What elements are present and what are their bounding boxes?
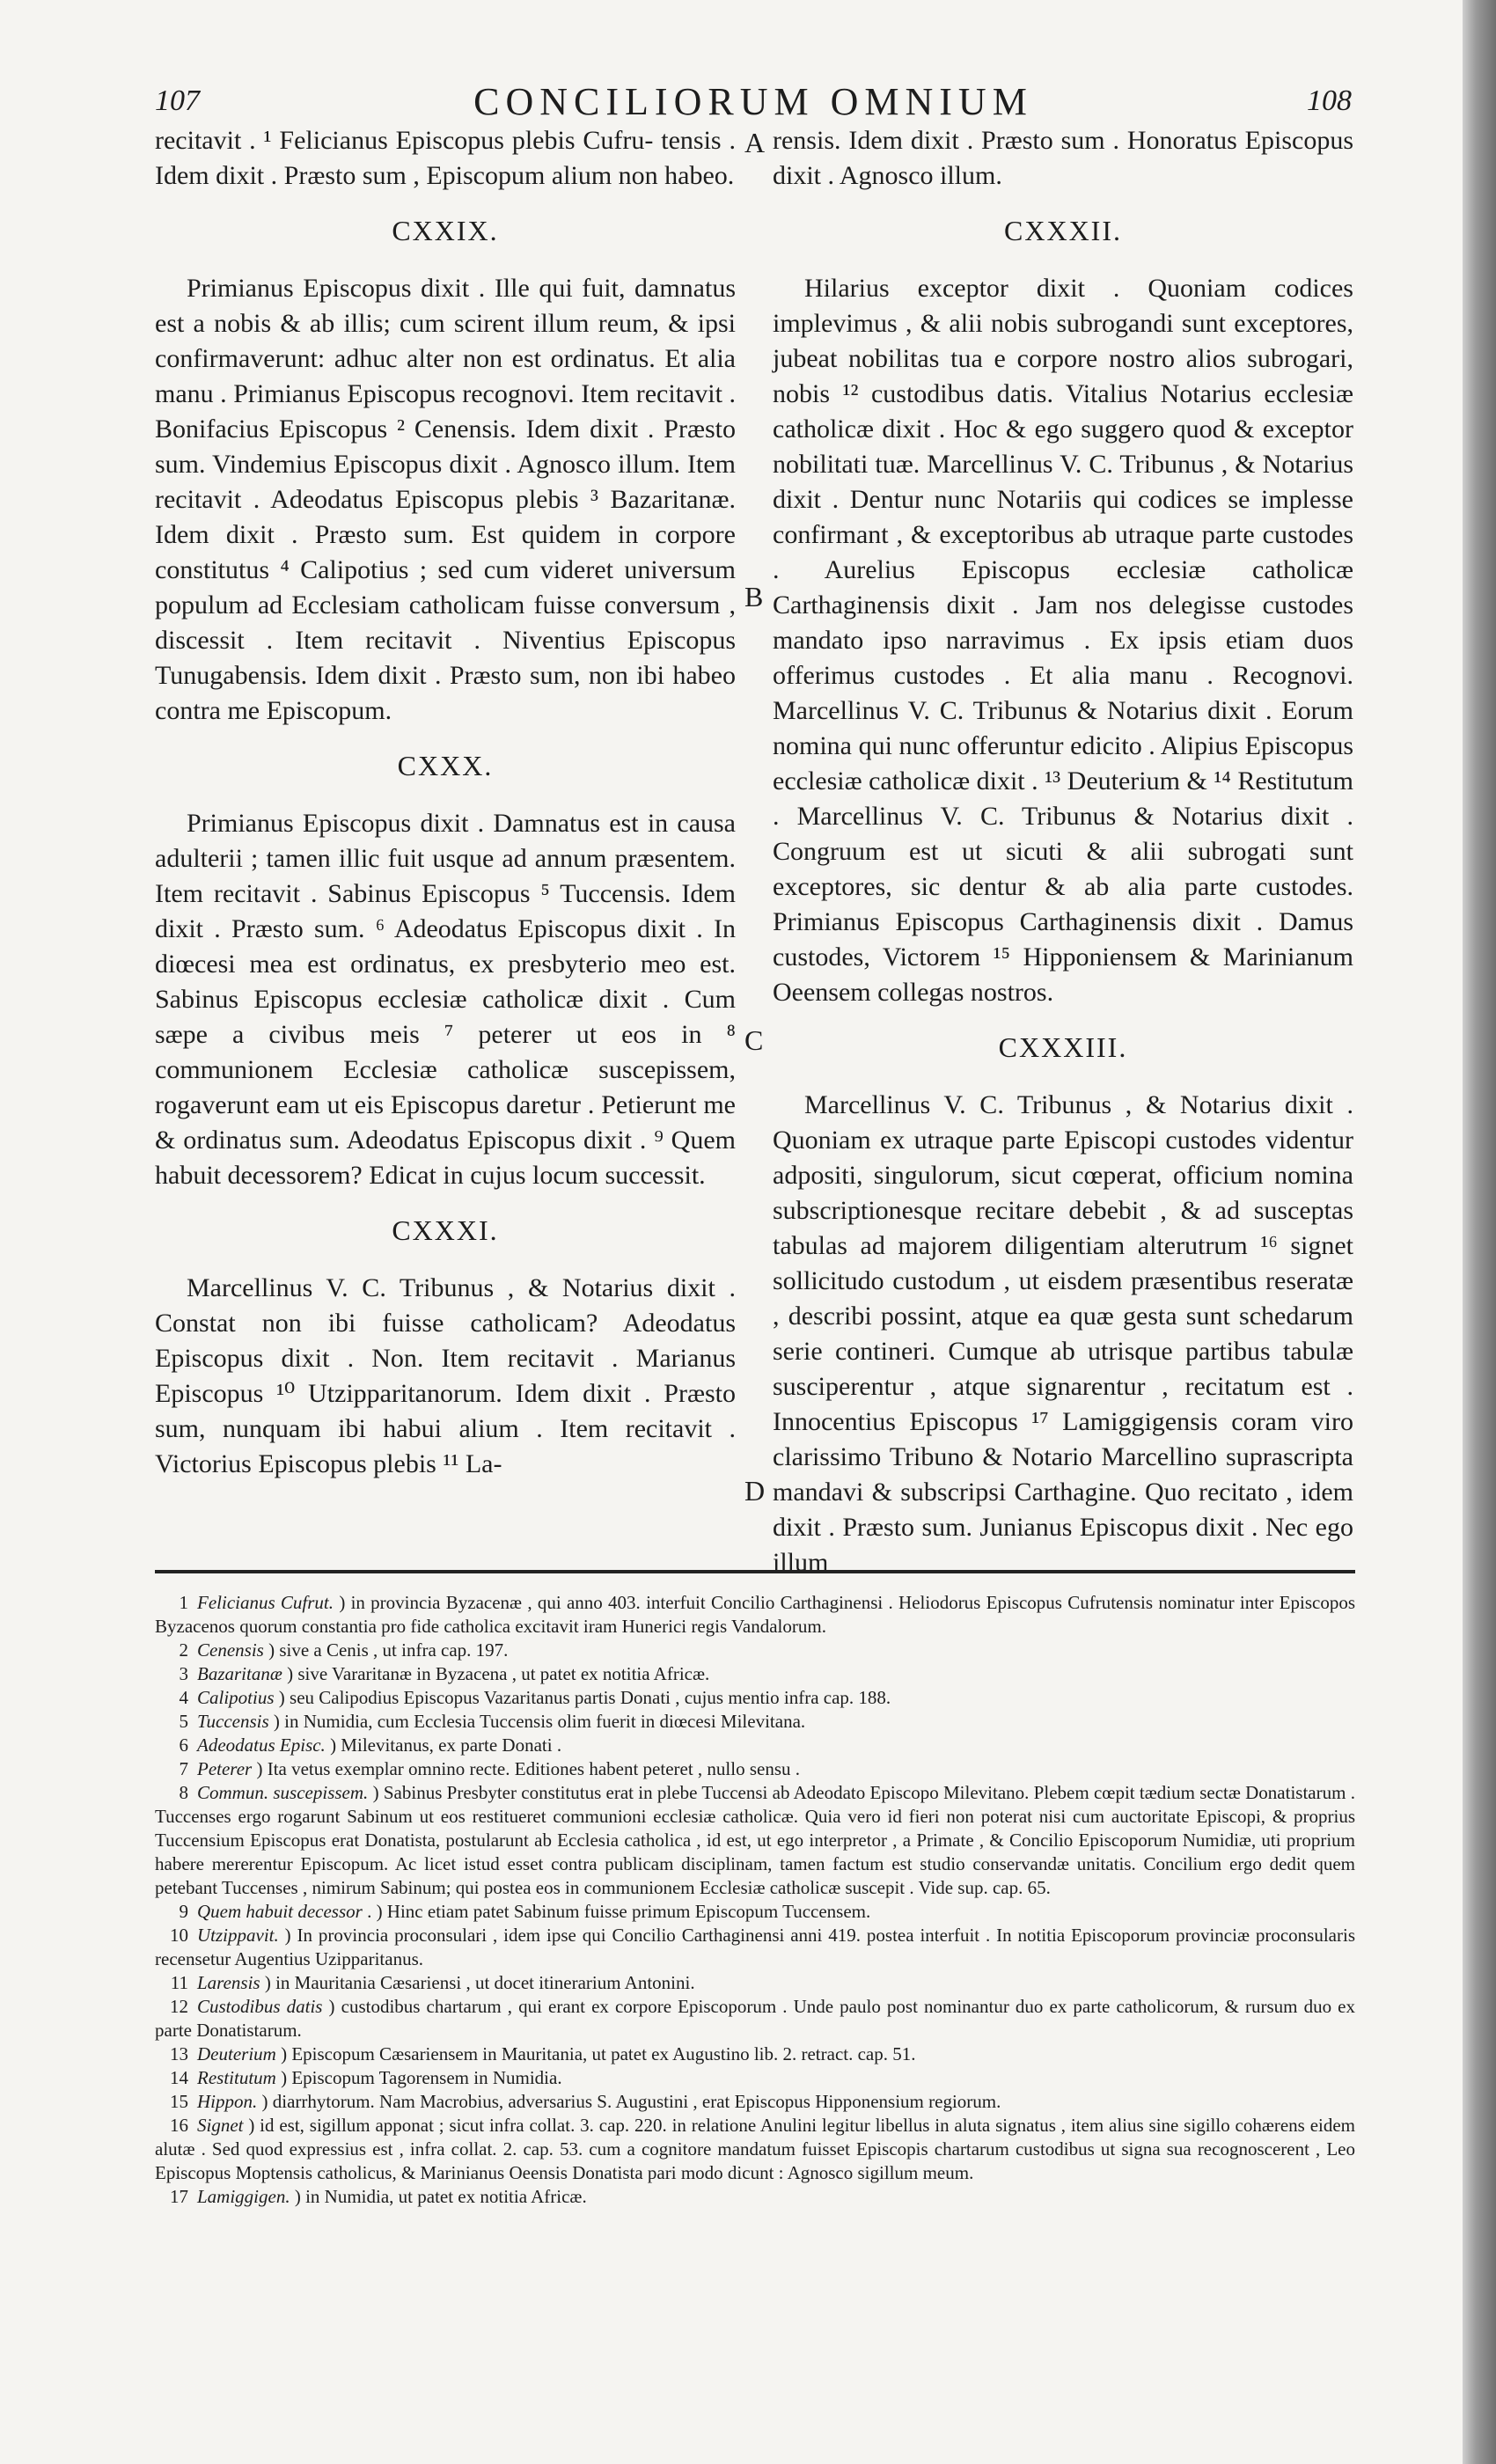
footnote-lemma: Custodibus datis xyxy=(197,1996,323,2017)
chapter-text: Marcellinus V. C. Tribunus , & Notarius dixit . Constat non ibi fuisse catholicam? Adeodatus Episcopus dixit . Non. Item recitavit . Marianus Episcopus ¹⁰ Utzipparitanorum. Idem dixit . Præsto sum, nunquam ibi habui alium . Item recitavit . Victorius Episcopus plebis ¹¹ La- xyxy=(155,1273,736,1478)
footnote-number: 17 xyxy=(170,2186,188,2207)
footnote-lemma: Adeodatus Episc. xyxy=(197,1734,326,1756)
footnote-lemma: Hippon. xyxy=(197,2091,258,2112)
left-column-opening: recitavit . ¹ Felicianus Episcopus plebis Cufru- tensis . Idem dixit . Præsto sum , Episcopum alium non habeo. xyxy=(155,126,736,190)
footnote-text: ) seu Calipodius Episcopus Vazaritanus partis Donati , cujus mentio infra cap. 188. xyxy=(278,1687,891,1708)
footnote-text: ) Ita vetus exemplar omnino recte. Editiones habent peteret , nullo sensu . xyxy=(256,1758,801,1779)
footnote-number: 6 xyxy=(179,1734,188,1756)
footnote-text: ) Episcopum Cæsariensem in Mauritania, ut patet ex Augustino lib. 2. retract. cap. 51. xyxy=(281,2043,916,2064)
footnote-text: ) In provincia proconsulari , idem ipse qui Concilio Carthaginensi anni 419. postea interfuit . In notitia Episcoporum provinciæ proconsularis recensetur Augentius Uzipparitanus. xyxy=(155,1925,1355,1969)
footnote-number: 11 xyxy=(170,1972,188,1993)
footnote xyxy=(155,2042,1355,2066)
footnote-text: ) custodibus chartarum , qui erant ex corpore Episcoporum . Unde paulo post nominantur duo ex parte catholicorum, & rursum duo ex parte Donatistarum. xyxy=(155,1996,1355,2041)
footnote xyxy=(155,1639,1355,1662)
footnote-number: 7 xyxy=(179,1758,188,1779)
left-column xyxy=(155,123,736,1482)
page-number-left: 107 xyxy=(155,84,200,117)
footnote xyxy=(155,1686,1355,1710)
footnote xyxy=(155,1900,1355,1924)
chapter-text: Hilarius exceptor dixit . Quoniam codices implevimus , & alii nobis subrogandi sunt exceptores, jubeat nobilitas tua e corpore nostro alios subrogari, nobis ¹² custodibus datis. Vitalius Notarius ecclesiæ catholicæ dixit . Hoc & ego suggero quod & exceptor nobilitati tuæ. Marcellinus V. C. Tribunus , & Notarius dixit . Dentur nunc Notariis qui codices se implesse confirmant , & exceptoribus ab utraque parte custodes . Aurelius Episcopus ecclesiæ catholicæ Carthaginensis dixit . Jam nos delegisse custodes mandato ipso narravimus . Ex ipsis etiam duos offerimus custodes . Et alia manu . Recognovi. Marcellinus V. C. Tribunus & Notarius dixit . Eorum nomina qui nunc offeruntur edicito . Alipius Episcopus ecclesiæ catholicæ dixit . ¹³ Deuterium & ¹⁴ Restitutum . Marcellinus V. C. Tribunus & Notarius dixit . Congruum est ut sicuti & alii subrogati sunt exceptores, sic dentur & ab alia parte custodes. Primianus Episcopus Carthaginensis dixit . Damus custodes, Victorem ¹⁵ Hipponiensem & Marinianum Oeensem collegas nostros. xyxy=(773,274,1353,1007)
footnote-lemma: Deuterium xyxy=(197,2043,276,2064)
footnote-text: ) diarrhytorum. Nam Macrobius, adversarius S. Augustini , erat Episcopus Hipponensium regiorum. xyxy=(261,2091,1001,2112)
footnote xyxy=(155,1662,1355,1686)
footnote xyxy=(155,1734,1355,1757)
footnote-text: ) in Mauritania Cæsariensi , ut docet itinerarium Antonini. xyxy=(264,1972,695,1993)
chapter-heading: CXXXIII. xyxy=(998,1031,1128,1063)
footnote-lemma: Utzippavit. xyxy=(197,1925,279,1946)
running-header xyxy=(155,79,1352,123)
margin-letter-c: C xyxy=(744,1024,764,1056)
footnote-separator-rule xyxy=(155,1570,1355,1573)
footnote-lemma: Cenensis xyxy=(197,1639,264,1661)
footnote-number: 2 xyxy=(179,1639,188,1661)
chapter-heading: CXXXII. xyxy=(1004,215,1122,246)
footnote-lemma: Bazaritanæ xyxy=(197,1663,282,1684)
footnote-number: 9 xyxy=(179,1901,188,1922)
footnote-number: 1 xyxy=(179,1592,188,1613)
footnote xyxy=(155,1757,1355,1781)
footnote-lemma: Tuccensis xyxy=(197,1711,269,1732)
footnote-text: ) id est, sigillum apponat ; sicut infra collat. 3. cap. 220. in relatione Anulini legitur libellus in aluta signatus , item alius sine sigillo cohærens eidem alutæ . Sed quod expressius est , infra collat. 2. cap. 53. cum a cognitore mandatum fuisset Episcopis chartarum custodibus ut signa sua recognoscerent , Leo Episcopus Moptensis catholicus, & Marinianus Oeensis Donatista pari modo dicunt : Agnosco sigillum meum. xyxy=(155,2115,1356,2183)
footnote xyxy=(155,1924,1355,1971)
footnote-lemma: Felicianus Cufrut. xyxy=(197,1592,334,1613)
footnote-number: 16 xyxy=(170,2115,188,2136)
footnote-lemma: Larensis xyxy=(197,1972,260,1993)
footnotes xyxy=(155,1591,1355,2209)
footnote-lemma: Peterer xyxy=(197,1758,253,1779)
running-title: CONCILIORUM OMNIUM xyxy=(473,80,1033,123)
right-column-opening: rensis. Idem dixit . Præsto sum . Honoratus Episcopus dixit . Agnosco illum. xyxy=(773,126,1353,190)
chapter-heading: CXXIX. xyxy=(392,215,499,246)
chapter-text: Primianus Episcopus dixit . Ille qui fuit, damnatus est a nobis & ab illis; cum scirent illum reum, & ipsi confirmaverunt: adhuc alter non est ordinatus. Et alia manu . Primianus Episcopus recognovi. Item recitavit . Bonifacius Episcopus ² Cenensis. Idem dixit . Præsto sum. Vindemius Episcopus dixit . Agnosco illum. Item recitavit . Adeodatus Episcopus plebis ³ Bazaritanæ. Idem dixit . Præsto sum. Est quidem in corpore constitutus ⁴ Calipotius ; sed cum videret universum populum ad Ecclesiam catholicam fuisse conversum , discessit . Item recitavit . Niventius Episcopus Tunugabensis. Idem dixit . Præsto sum, non ibi habeo contra me Episcopum. xyxy=(155,274,736,725)
footnote xyxy=(155,1995,1355,2042)
footnote-lemma: Calipotius xyxy=(197,1687,275,1708)
footnote xyxy=(155,2185,1355,2209)
chapter-text: Primianus Episcopus dixit . Damnatus est in causa adulterii ; tamen illic fuit usque ad annum præsentem. Item recitavit . Sabinus Episcopus ⁵ Tuccensis. Idem dixit . Præsto sum. ⁶ Adeodatus Episcopus dixit . In diœcesi mea est ordinatus, ex presbyterio meo est. Sabinus Episcopus ecclesiæ catholicæ dixit . Cum sæpe a civibus meis ⁷ peterer ut eos in ⁸ communionem Ecclesiæ catholicæ suscepissem, rogaverunt eam ut eis Episcopus daretur . Petierunt me & ordinatus sum. Adeodatus Episcopus dixit . ⁹ Quem habuit decessorem? Edicat in cujus locum successit. xyxy=(155,809,736,1190)
margin-letter-a: A xyxy=(744,127,766,158)
footnote-text: . ) Hinc etiam patet Sabinum fuisse primum Episcopum Tuccensem. xyxy=(367,1901,871,1922)
margin-letter-d: D xyxy=(744,1475,766,1507)
footnote xyxy=(155,1591,1355,1639)
footnote-lemma: Restitutum xyxy=(197,2067,276,2088)
footnote xyxy=(155,2090,1355,2114)
footnote-text: ) Milevitanus, ex parte Donati . xyxy=(330,1734,562,1756)
footnote xyxy=(155,2066,1355,2090)
margin-letter-b: B xyxy=(744,581,764,612)
footnote-number: 15 xyxy=(170,2091,188,2112)
footnote-number: 12 xyxy=(170,1996,188,2017)
footnote-number: 3 xyxy=(179,1663,188,1684)
footnote-number: 14 xyxy=(170,2067,188,2088)
right-column xyxy=(773,123,1353,1580)
chapter-heading: CXXX. xyxy=(397,750,494,781)
footnote xyxy=(155,1971,1355,1995)
footnote-text: ) sive Vararitanæ in Byzacena , ut patet ex notitia Africæ. xyxy=(287,1663,710,1684)
footnote-number: 10 xyxy=(170,1925,188,1946)
footnote-text: ) in Numidia, cum Ecclesia Tuccensis olim fuerit in diœcesi Milevitana. xyxy=(273,1711,806,1732)
footnote-lemma: Lamiggigen. xyxy=(197,2186,290,2207)
chapter-text: Marcellinus V. C. Tribunus , & Notarius dixit . Quoniam ex utraque parte Episcopi custodes videntur adpositi, singulorum, sicut cœperat, officium nomina subscriptionesque recitare debebit , & ad susceptas tabulas ad majorem diligentiam alterutrum ¹⁶ signet sollicitudo custodum , ut eisdem præsentibus reseratæ , describi possint, atque ea quæ gesta sunt schedarum serie contineri. Cumque ab utrisque partibus tabulæ susciperentur , atque signarentur , recitatum est . Innocentius Episcopus ¹⁷ Lamiggigensis coram viro clarissimo Tribuno & Notario Marcellino suprascripta mandavi & subscripsi Carthagine. Quo recitato , idem dixit . Præsto sum. Junianus Episcopus dixit . Nec ego illum xyxy=(773,1090,1353,1577)
footnote-lemma: Signet xyxy=(197,2115,244,2136)
footnote-text: ) in Numidia, ut patet ex notitia Africæ. xyxy=(294,2186,587,2207)
chapter-heading: CXXXI. xyxy=(392,1214,499,1246)
footnote-lemma: Commun. suscepissem. xyxy=(197,1782,369,1803)
footnote xyxy=(155,2114,1355,2185)
footnote-number: 8 xyxy=(179,1782,188,1803)
footnote-text: ) Sabinus Presbyter constitutus erat in plebe Tuccensi ab Adeodato Episcopo Milevitano. Plebem cœpit tædium sectæ Donatistarum . Tuccenses ergo rogarunt Sabinum ut eos restitueret communioni ecclesiæ catholicæ. Quia vero id fieri non poterat nisi cum auctoritate Episcopi, & proprius Tuccensium Episcopus erat Donatista, postularunt ab Ecclesia catholica , id est, ut ego interpretor , a Primate , & Concilio Episcoporum Numidiæ, uti proprium habere mererentur Episcopum. Ac licet istud esset contra publicam disciplinam, tamen factum est studio conservandæ unitatis. Concilium ergo dedit quem petebant Tuccenses , nimirum Sabinum; qui postea eos in communionem Ecclesiæ catholicæ suscepit . Vide sup. cap. 65. xyxy=(155,1782,1355,1898)
footnote-text: ) sive a Cenis , ut infra cap. 197. xyxy=(268,1639,509,1661)
footnote-text: ) Episcopum Tagorensem in Numidia. xyxy=(281,2067,562,2088)
footnote xyxy=(155,1781,1355,1900)
footnote-text: ) in provincia Byzacenæ , qui anno 403. interfuit Concilio Carthaginensi . Heliodorus Episcopus Cufrutensis nominatur inter Episcopos Byzacenos quorum constantia pro fide catholica excitavit iram Hunerici regis Vandalorum. xyxy=(155,1592,1356,1637)
footnote-number: 13 xyxy=(170,2043,188,2064)
footnote-lemma: Quem habuit decessor xyxy=(197,1901,363,1922)
page-number-right: 108 xyxy=(1307,84,1352,117)
footnote xyxy=(155,1710,1355,1734)
footnote-number: 5 xyxy=(179,1711,188,1732)
footnote-number: 4 xyxy=(179,1687,188,1708)
